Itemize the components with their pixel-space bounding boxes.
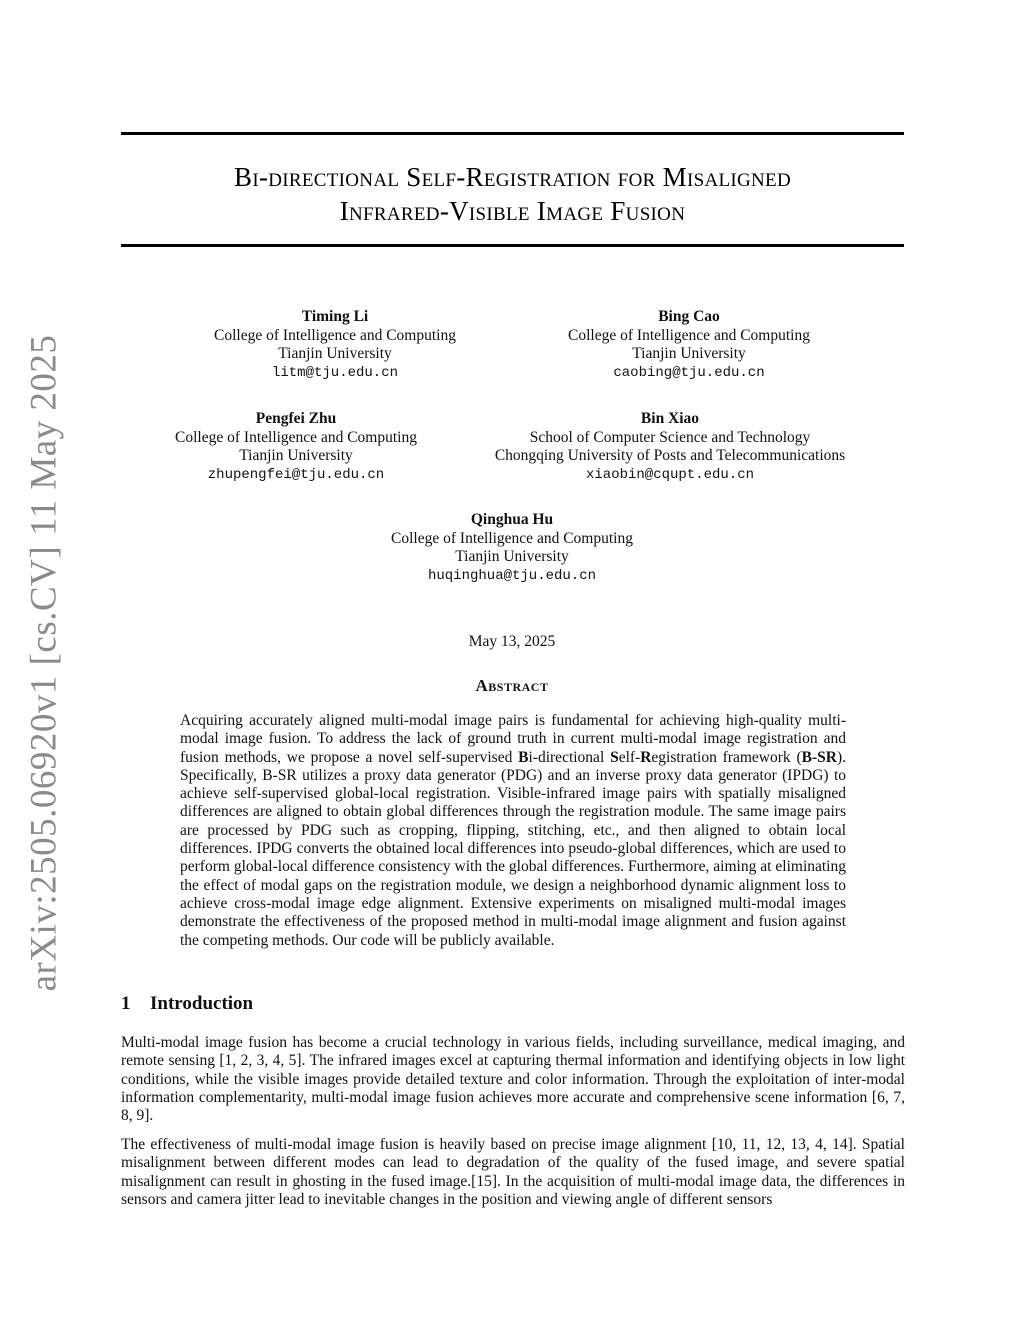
abstract-emphasis-r: R — [640, 748, 652, 766]
abstract-text — [180, 712, 846, 950]
author-email: zhupengfei@tju.edu.cn — [207, 466, 385, 483]
abstract-text-bi: i-directional — [528, 748, 611, 766]
author-affiliation: College of Intelligence and Computing — [175, 428, 417, 446]
title-bottom-rule — [121, 244, 904, 247]
author-name: Qinghua Hu — [470, 511, 554, 528]
publication-date: May 13, 2025 — [468, 633, 556, 650]
section-title: Introduction — [150, 993, 254, 1014]
abstract-text-part-2: ). Specifically, B-SR utilizes a proxy data generator (PDG) and an inverse proxy data generator (IPDG) to achieve self-supervised global-local registration. Visible-infrared image pairs with spatially misaligned differences are aligned to obtain global differences through the registration module. The same image pairs are processed by PDG such as cropping, flipping, stitching, etc., and then aligned to obtain local differences. IPDG converts the obtained local differences into pseudo-global differences, which are used to perform global-local difference consistency with the global differences. Furthermore, aiming at eliminating the effect of modal gaps on the registration module, we design a neighborhood dynamic alignment loss to achieve cross-modal image edge alignment. Extensive experiments on misaligned multi-modal images demonstrate the effectiveness of the proposed method in multi-modal image alignment and fusion against the competing methods. Our code will be publicly available. — [180, 748, 846, 949]
author-name: Timing Li — [301, 308, 369, 325]
section-number: 1 — [121, 993, 131, 1014]
author-email: litm@tju.edu.cn — [271, 364, 399, 381]
abstract-heading: Abstract — [475, 676, 549, 695]
abstract-text-registration: egistration framework ( — [651, 748, 802, 766]
author-block-bing-cao — [568, 308, 810, 382]
paper-title-line-1: Bi-directional Self-Registration for Misaligned — [234, 162, 791, 192]
author-institution: Chongqing University of Posts and Telecommunications — [494, 447, 846, 464]
author-email: xiaobin@cqupt.edu.cn — [585, 466, 755, 483]
author-affiliation: School of Computer Science and Technology — [529, 428, 811, 446]
abstract-text-part-1: Acquiring accurately aligned multi-modal image pairs is fundamental for achieving high-quality multi-modal image fusion. To address the lack of ground truth in current multi-modal image registration and fusion methods, we propose a novel self-supervised — [180, 712, 846, 766]
author-block-qinghua-hu — [391, 511, 633, 585]
author-institution: Tianjin University — [455, 548, 569, 565]
intro-paragraph-2: The effectiveness of multi-modal image fusion is heavily based on precise image alignment [10, 11, 12, 13, 4, 14]. Spatial misalignment between different modes can lead to degradation of the quality of the fused image, and severe spatial misalignment can result in ghosting in the fused image.[15]. In the acquisition of multi-modal image data, the differences in sensors and camera jitter lead to inevitable changes in the position and viewing angle of different sensors — [121, 1136, 905, 1208]
author-affiliation: College of Intelligence and Computing — [391, 529, 633, 547]
abstract-emphasis-s: S — [610, 748, 619, 766]
author-institution: Tianjin University — [278, 345, 392, 362]
arxiv-identifier: arXiv:2505.06920v1 [cs.CV] 11 May 2025 — [23, 334, 65, 992]
author-email: caobing@tju.edu.cn — [613, 364, 765, 381]
author-name: Bing Cao — [658, 308, 720, 325]
abstract-text-self: elf- — [618, 748, 641, 766]
paper-title — [121, 160, 904, 228]
author-block-timing-li — [214, 308, 456, 382]
author-email: huqinghua@tju.edu.cn — [427, 567, 597, 584]
section-heading-introduction — [121, 993, 253, 1015]
author-institution: Tianjin University — [632, 345, 746, 362]
title-top-rule — [121, 132, 904, 135]
abstract-acronym: B-SR — [801, 748, 837, 766]
author-name: Pengfei Zhu — [255, 410, 337, 427]
intro-paragraph-1: Multi-modal image fusion has become a crucial technology in various fields, including surveillance, medical imaging, and remote sensing [1, 2, 3, 4, 5]. The infrared images excel at capturing thermal information and identifying objects in low light conditions, while the visible images provide detailed texture and color information. Through the exploitation of inter-modal information complementarity, multi-modal image fusion achieves more accurate and comprehensive scene information [6, 7, 8, 9]. — [121, 1034, 905, 1125]
author-block-bin-xiao — [495, 410, 845, 484]
author-name: Bin Xiao — [640, 410, 700, 427]
paper-title-line-2: Infrared-Visible Image Fusion — [339, 196, 686, 226]
abstract-emphasis-b: B — [518, 748, 529, 766]
author-affiliation: College of Intelligence and Computing — [568, 326, 810, 344]
author-block-pengfei-zhu — [175, 410, 417, 484]
author-institution: Tianjin University — [239, 447, 353, 464]
author-affiliation: College of Intelligence and Computing — [214, 326, 456, 344]
